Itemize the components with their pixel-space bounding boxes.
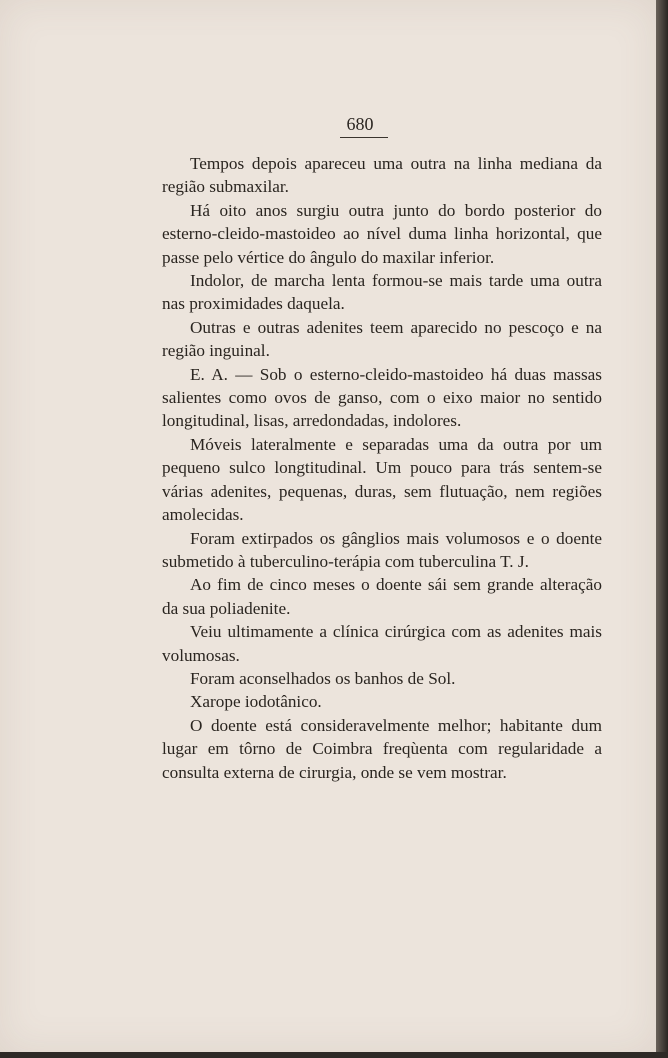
paragraph: E. A. — Sob o esterno-cleido-mastoideo há duas massas salientes como ovos de ganso, com o eixo maior no sentido longitudinal, lisas, arredondadas, indolores. xyxy=(162,364,602,431)
body-text xyxy=(162,152,602,784)
paragraph: Foram extirpados os gânglios mais volumosos e o doente submetido à tuberculino-terápia com tuberculina T. J. xyxy=(162,528,602,571)
paragraph: Foram aconselhados os banhos de Sol. xyxy=(190,668,456,688)
book-spine-edge xyxy=(656,0,668,1058)
paragraph: Ao fim de cinco meses o doente sái sem grande alteração da sua poliadenite. xyxy=(162,575,602,618)
paragraph: Indolor, de marcha lenta formou-se mais tarde uma outra nas proximidades daquela. xyxy=(162,271,602,314)
paragraph: Outras e outras adenites teem aparecido no pescoço e na região inguinal. xyxy=(162,317,602,361)
page-bottom-edge xyxy=(0,1052,668,1058)
paragraph: Tempos depois apareceu uma outra na linha mediana da região submaxilar. xyxy=(162,154,602,197)
paragraph: Veiu ultimamente a clínica cirúrgica com as adenites mais volumosas. xyxy=(162,622,602,665)
paragraph: Xarope iodotânico. xyxy=(190,692,322,712)
paragraph: Móveis lateralmente e separadas uma da outra por um pequeno sulco longtitudinal. Um pouco para trás sentem-se várias adenites, pequenas, duras, sem flutuação, nem regiões amolecidas. xyxy=(162,434,602,525)
page-number: 680 xyxy=(346,114,374,134)
paragraph: Há oito anos surgiu outra junto do bordo posterior do esterno-cleido-mastoideo ao nível duma linha horizontal, que passe pelo vértice do ângulo do maxilar inferior. xyxy=(162,200,602,267)
paragraph: O doente está consideravelmente melhor; habitante dum lugar em tôrno de Coimbra freqùenta com regularidade a consulta externa de cirurgia, onde se vem mostrar. xyxy=(162,715,602,782)
page-number-rule xyxy=(340,137,388,138)
